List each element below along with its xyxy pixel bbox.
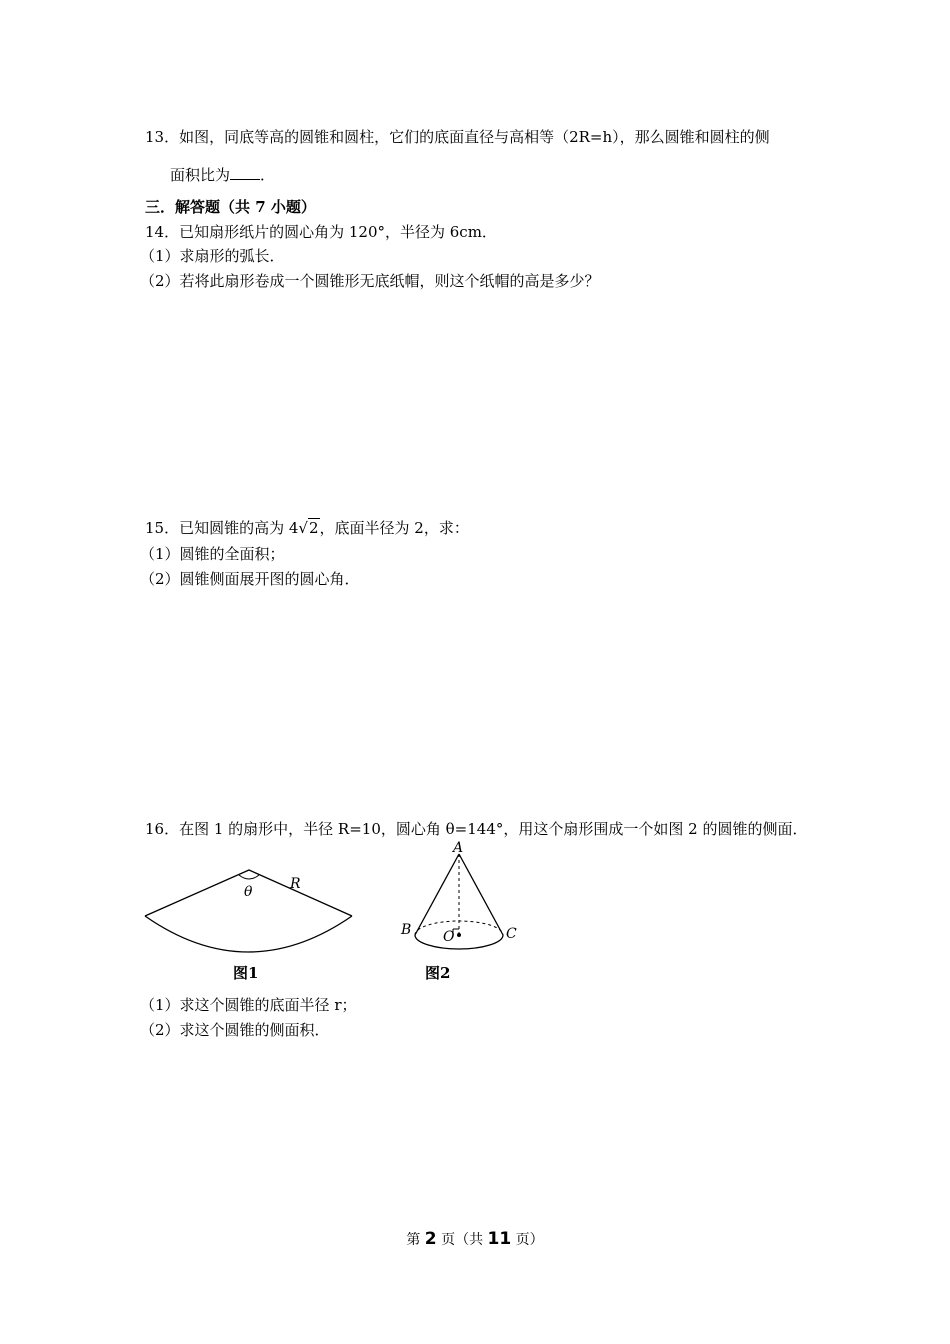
q13-line1: 13．如图，同底等高的圆锥和圆柱，它们的底面直径与高相等（2R=h），那么圆锥和圆柱的侧 xyxy=(145,128,770,146)
current-page: 2 xyxy=(424,1229,437,1249)
point-c-label: C xyxy=(506,926,517,942)
angle-mark xyxy=(239,875,259,879)
center-point xyxy=(457,933,461,937)
sqrt-expression: 4√2 xyxy=(288,519,319,537)
apex-label: A xyxy=(453,840,464,856)
q14-part2: （2）若将此扇形卷成一个圆锥形无底纸帽，则这个纸帽的高是多少？ xyxy=(140,272,600,290)
figure-1-caption: 图1 xyxy=(233,964,259,982)
point-b-label: B xyxy=(401,922,412,938)
figure-2-caption: 图2 xyxy=(425,964,451,982)
q16-part2: （2）求这个圆锥的侧面积． xyxy=(140,1021,330,1039)
answer-blank xyxy=(230,165,260,180)
theta-label: θ xyxy=(244,884,253,900)
q13-line2-text: 面积比为 xyxy=(170,166,231,184)
footer-suffix: 页） xyxy=(511,1232,544,1248)
footer-middle: 页（共 xyxy=(436,1232,488,1248)
q15-stem xyxy=(145,518,469,538)
base-front-arc xyxy=(415,935,503,949)
q13-line2-end: ． xyxy=(260,166,276,184)
page-footer xyxy=(0,1229,950,1249)
q15-part2: （2）圆锥侧面展开图的圆心角． xyxy=(140,570,360,588)
q15-stem-end: ，底面半径为 2，求： xyxy=(319,519,469,537)
figure-1-sector xyxy=(140,860,360,1000)
sqrt-coefficient: 4 xyxy=(288,519,299,537)
q15-stem-text: 15．已知圆锥的高为 xyxy=(145,519,289,537)
figure-2-cone xyxy=(395,838,535,983)
footer-prefix: 第 xyxy=(406,1232,425,1248)
section-title: 三．解答题（共 7 小题） xyxy=(145,198,316,216)
cone-right-edge xyxy=(459,854,503,935)
q16-stem: 16．在图 1 的扇形中，半径 R=10，圆心角 θ=144°，用这个扇形围成一个如图 2 的圆锥的侧面． xyxy=(145,820,808,838)
center-label: O xyxy=(443,929,455,945)
sqrt-radicand: 2 xyxy=(308,519,319,537)
radius-label: R xyxy=(290,876,301,892)
q16-part1: （1）求这个圆锥的底面半径 r； xyxy=(140,996,357,1014)
q15-part1: （1）圆锥的全面积； xyxy=(140,545,285,563)
q14-part1: （1）求扇形的弧长． xyxy=(140,247,285,265)
total-pages: 11 xyxy=(487,1229,512,1249)
q14-stem: 14．已知扇形纸片的圆心角为 120°，半径为 6cm． xyxy=(145,223,497,241)
sector-arc xyxy=(145,916,352,952)
q13-line2 xyxy=(170,165,275,185)
